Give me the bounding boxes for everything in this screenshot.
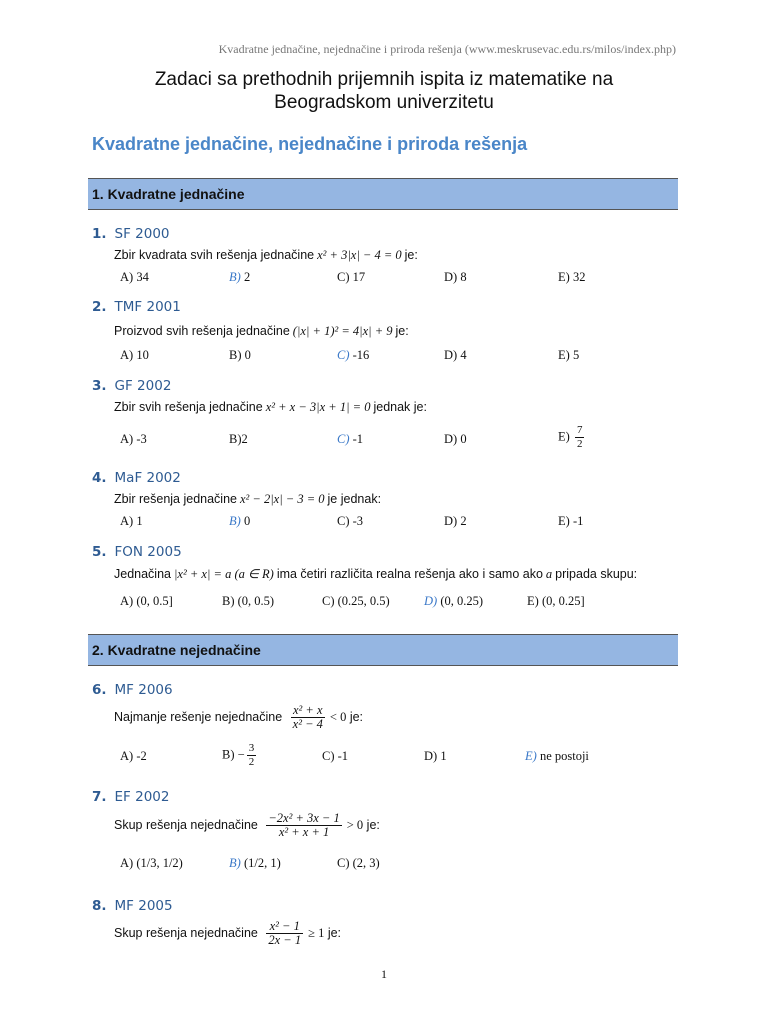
problem-6-heading: 6. MF 2006	[92, 682, 173, 698]
problem-5-option-b: B) (0, 0.5)	[222, 594, 275, 608]
problem-8-heading: 8. MF 2005	[92, 898, 173, 914]
problem-3-option-c: C) -1	[337, 432, 364, 446]
problem-3-option-d: D) 0	[444, 432, 467, 446]
problem-5-option-e: E) (0, 0.25]	[527, 594, 585, 608]
problem-2-option-e: E) 5	[558, 348, 580, 362]
problem-4-option-c: C) -3	[337, 514, 364, 528]
problem-2-option-b: B) 0	[229, 348, 251, 362]
problem-5-option-a: A) (0, 0.5]	[120, 594, 173, 608]
problem-5-heading: 5. FON 2005	[92, 544, 182, 560]
fraction: $\frac{\text{x² + x}}{\text{x² − 4}}$	[292, 703, 323, 731]
problem-1-statement: Zbir kvadrata svih rešenja jednačine x² + 3|x| − 4 = 0 je:	[114, 248, 418, 262]
problem-3-option-e: E) $\frac{7}{2}$	[558, 424, 583, 450]
problem-4-option-a: A) 1	[120, 514, 143, 528]
problem-3-heading: 3. GF 2002	[92, 378, 172, 394]
problem-4-statement: Zbir rešenja jednačine x² − 2|x| − 3 = 0 je jednak:	[114, 492, 382, 506]
problem-6-option-a: A) -2	[120, 749, 147, 763]
problem-6-option-d: D) 1	[424, 749, 447, 763]
problem-2-option-d: D) 4	[444, 348, 467, 362]
subsection-band-2: 2. Kvadratne nejednačine	[88, 634, 678, 666]
fraction: $\frac{3}{2}$	[248, 742, 255, 768]
problem-7-option-c: C) (2, 3)	[337, 856, 380, 870]
problem-2-option-c: C) -16	[337, 348, 370, 362]
problem-7-statement: Skup rešenja nejednačine $\frac{\text{−2x² + 3x − 1}}{\text{x² + x + 1}}$ > 0 je:	[114, 811, 380, 839]
problem-7-option-a: A) (1/3, 1/2)	[120, 856, 183, 870]
problem-2-heading: 2. TMF 2001	[92, 299, 181, 315]
page-number: 1	[381, 967, 387, 981]
problem-6-statement: Najmanje rešenje nejednačine $\frac{\text{x² + x}}{\text{x² − 4}}$ < 0 je:	[114, 703, 364, 731]
problem-4-option-e: E) -1	[558, 514, 584, 528]
problem-1-option-c: C) 17	[337, 270, 366, 284]
section-heading: Kvadratne jednačine, nejednačine i priroda rešenja	[92, 134, 528, 154]
problem-1-option-e: E) 32	[558, 270, 586, 284]
problem-1-heading: 1. SF 2000	[92, 226, 170, 242]
problem-1-option-b: B) 2	[229, 270, 251, 284]
problem-7-option-b: B) (1/2, 1)	[229, 856, 281, 870]
fraction: $\frac{\text{x² − 1}}{2x - 1}$	[268, 919, 302, 947]
problem-1-option-d: D) 8	[444, 270, 467, 284]
problem-6-option-b: B) − $\frac{3}{2}$	[222, 742, 255, 768]
problem-3-option-a: A) -3	[120, 432, 147, 446]
problem-2-statement: Proizvod svih rešenja jednačine (|x| + 1)² = 4|x| + 9 je:	[114, 324, 409, 338]
problem-4-heading: 4. MaF 2002	[92, 470, 181, 486]
problem-6-option-c: C) -1	[322, 749, 349, 763]
document-title: Zadaci sa prethodnih prijemnih ispita iz matematike na Beogradskom univerzitetu	[154, 69, 614, 113]
problem-6-option-e: E) ne postoji	[525, 749, 589, 763]
fraction: $\frac{\text{−2x² + 3x − 1}}{\text{x² + x + 1}}$	[268, 811, 340, 839]
problem-1-option-a: A) 34	[120, 270, 149, 284]
problem-4-option-d: D) 2	[444, 514, 467, 528]
fraction: $\frac{7}{2}$	[576, 424, 583, 450]
problem-5-option-c: C) (0.25, 0.5)	[322, 594, 390, 608]
problem-4-option-b: B) 0	[229, 514, 251, 528]
subsection-band-1: 1. Kvadratne jednačine	[88, 178, 678, 210]
problem-3-statement: Zbir svih rešenja jednačine x² + x − 3|x + 1| = 0 jednak je:	[114, 400, 427, 414]
problem-3-option-b: B)2	[229, 432, 248, 446]
problem-5-option-d: D) (0, 0.25)	[424, 594, 484, 608]
problem-2-option-a: A) 10	[120, 348, 149, 362]
problem-7-heading: 7. EF 2002	[92, 789, 170, 805]
problem-5-statement: Jednačina |x² + x| = a (a ∈ R) ima četiri različita realna rešenja ako i samo ako a pripada skupu:	[114, 567, 638, 581]
running-header: Kvadratne jednačine, nejednačine i priroda rešenja (www.meskrusevac.edu.rs/milos/index.php)	[218, 42, 676, 56]
problem-8-statement: Skup rešenja nejednačine $\frac{\text{x² − 1}}{2x - 1}$ ≥ 1 je:	[114, 919, 342, 947]
